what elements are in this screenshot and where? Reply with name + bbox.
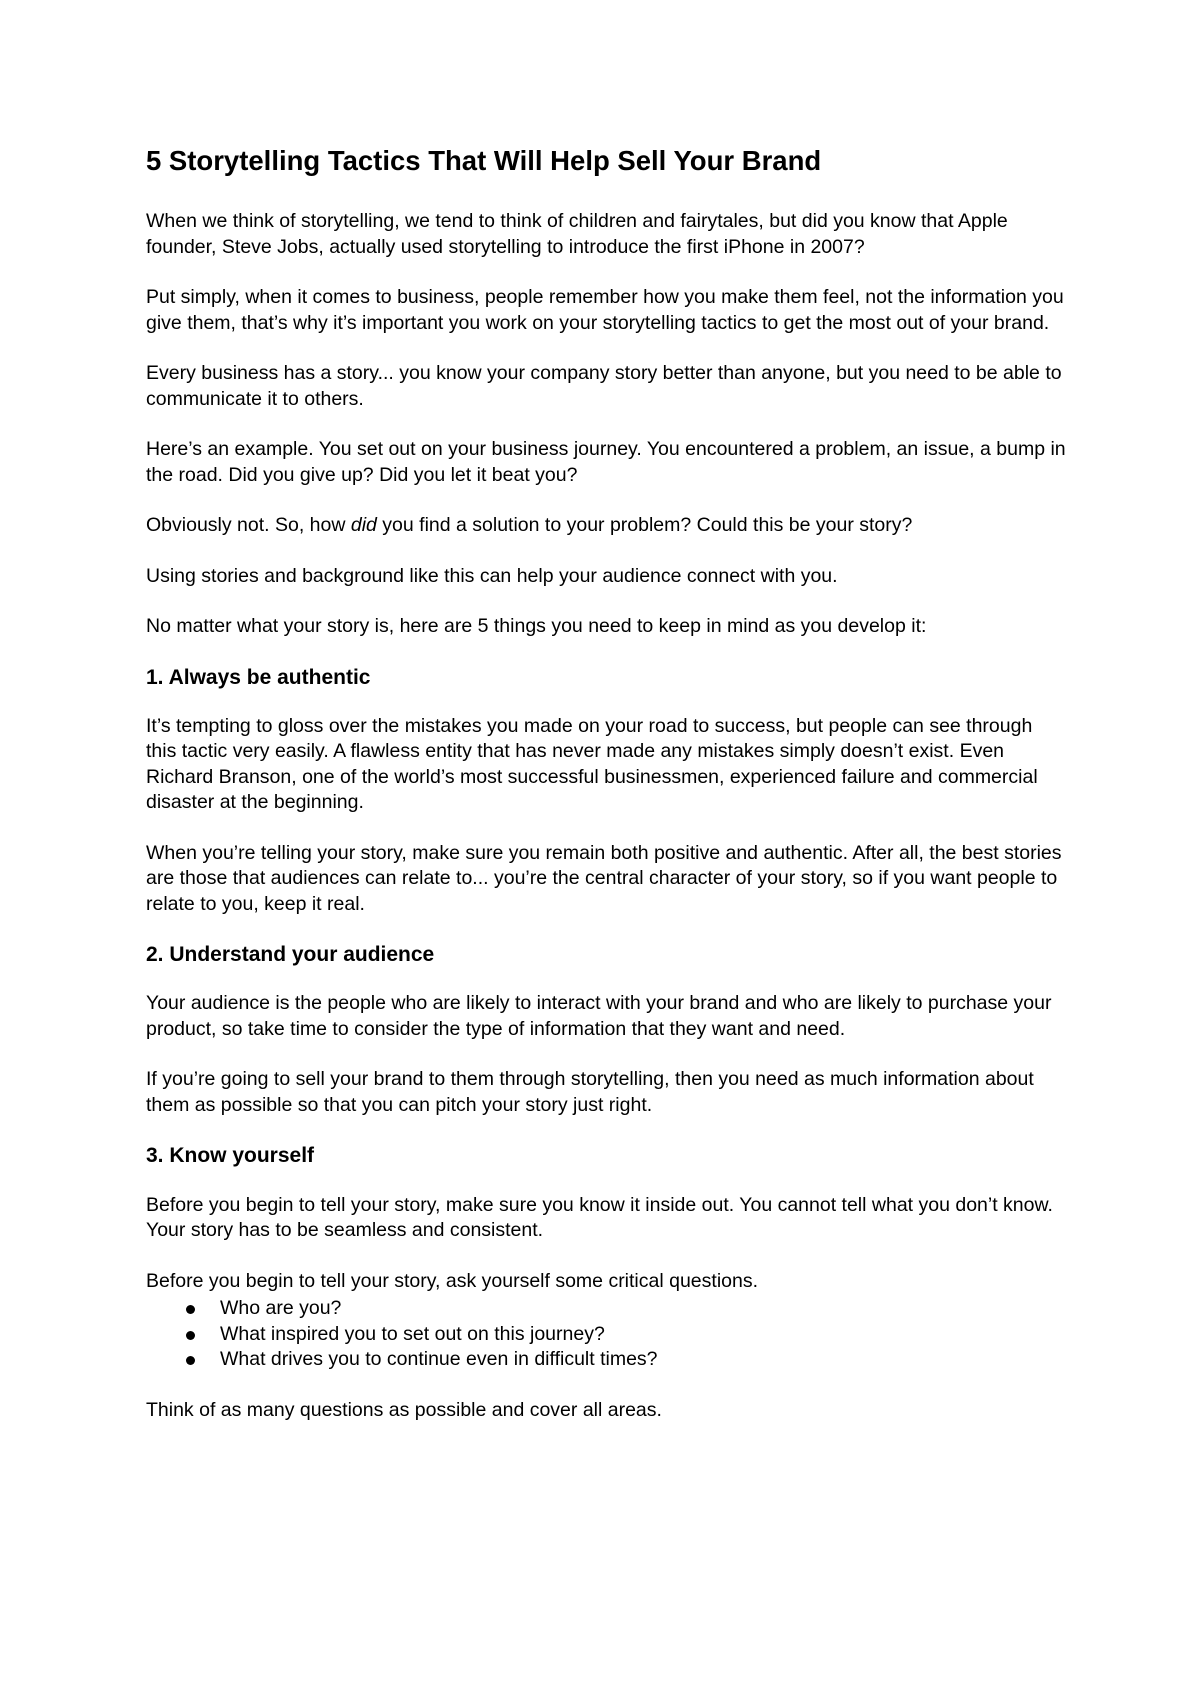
intro-paragraph: When we think of storytelling, we tend to think of children and fairytales, but did you know that Apple founder, Steve Jobs, actually used storytelling to introduce the first iPhone in 2007? [146,210,1008,258]
list-item [186,1322,1066,1348]
intro-paragraph: Using stories and background like this can help your audience connect with you. [146,564,838,587]
list-item [186,1347,1066,1373]
section-heading: 3. Know yourself [146,1144,315,1168]
bullet-icon [186,1305,195,1314]
emphasis-text: did [350,514,377,536]
document-title: 5 Storytelling Tactics That Will Help Sell Your Brand [146,145,822,176]
section-paragraph: If you’re going to sell your brand to them through storytelling, then you need as much information about them as possible so that you can pitch your story just right. [146,1068,1034,1116]
intro-paragraph: Put simply, when it comes to business, people remember how you make them feel, not the information you give them, that’s why it’s important you work on your storytelling tactics to get the most out of your brand. [146,286,1064,334]
section-paragraph: It’s tempting to gloss over the mistakes you made on your road to success, but people can see through this tactic very easily. A flawless entity that has never made any mistakes simply doesn’t exist. Even Richard Branson, one of the world’s most successful businessmen, experienced failure and commercial disaster at the beginning. [146,714,1038,814]
bullet-icon [186,1356,195,1365]
document-page [146,144,1066,1448]
section-paragraph: Before you begin to tell your story, ask yourself some critical questions. [146,1269,759,1292]
list-item-text: What drives you to continue even in difficult times? [220,1348,658,1371]
text-run: you find a solution to your problem? Could this be your story? [376,514,913,536]
section-paragraph: Your audience is the people who are likely to interact with your brand and who are likely to purchase your product, so take time to consider the type of information that they want and need. [146,992,1052,1040]
intro-paragraph: Every business has a story... you know your company story better than anyone, but you need to be able to communicate it to others. [146,362,1062,410]
section-heading: 1. Always be authentic [146,665,371,689]
intro-paragraph: No matter what your story is, here are 5 things you need to keep in mind as you develop it: [146,615,927,637]
list-item-text: Who are you? [220,1297,342,1320]
bullet-icon [186,1331,195,1340]
section-heading: 2. Understand your audience [146,943,435,967]
intro-paragraph: Here’s an example. You set out on your business journey. You encountered a problem, an issue, a bump in the road. Did you give up? Did you let it beat you? [146,438,1066,486]
list-item-text: What inspired you to set out on this journey? [220,1322,605,1345]
question-list [146,1296,1066,1373]
closing-paragraph: Think of as many questions as possible and cover all areas. [146,1398,662,1421]
section-paragraph: Before you begin to tell your story, make sure you know it inside out. You cannot tell what you don’t know. Your story has to be seamless and consistent. [146,1193,1053,1242]
text-run: Obviously not. So, how [146,514,351,536]
list-item [186,1296,1066,1322]
obvious-paragraph [146,513,1066,539]
section-paragraph: When you’re telling your story, make sure you remain both positive and authentic. After all, the best stories are those that audiences can relate to... you’re the central character of your story, so if you want people to relate to you, keep it real. [146,841,1062,915]
